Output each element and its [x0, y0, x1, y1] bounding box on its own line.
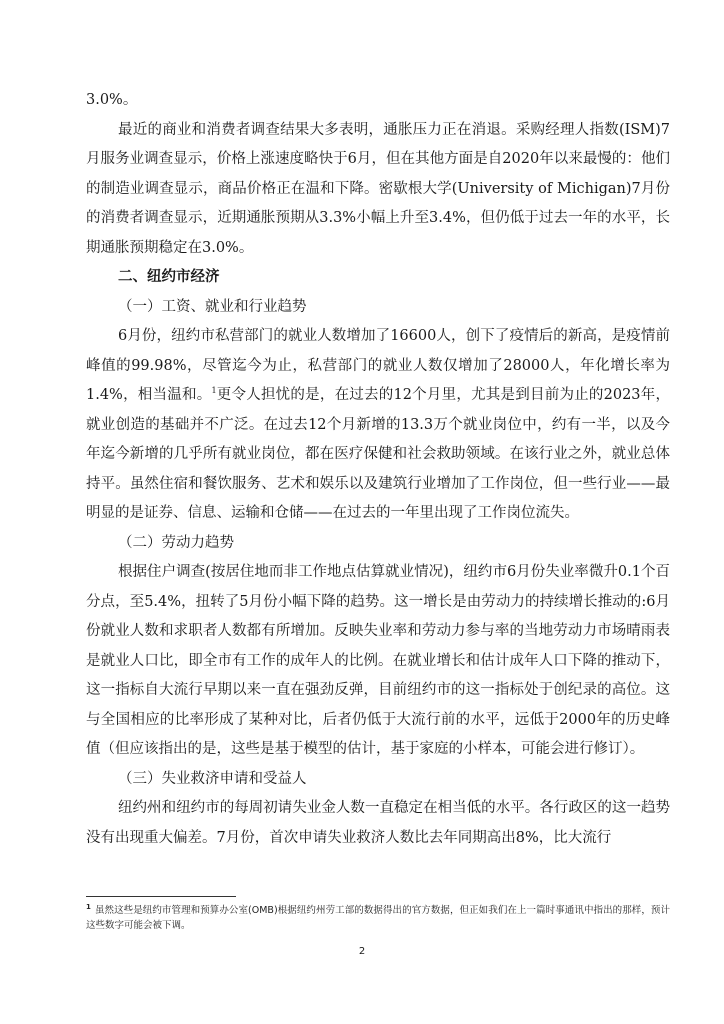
paragraph-private-employment-part2: 更令人担忧的是，在过去的12个月里，尤其是到目前为止的2023年，就业创造的基础并不广泛。在过去12个月新增的13.3万个就业岗位中，约有一半，以及今年迄今新增的几乎所有就业岗位，都在医疗保健和社会救助领域。在该行业之外，就业总体持平。虽然住宿和餐饮服务、艺术和娱乐以及建筑行业增加了工作岗位，但一些行业——最明显的是证券、信息、运输和仓储——在过去的一年里出现了工作岗位流失。 — [86, 387, 670, 521]
footnote — [86, 903, 670, 933]
footnote-text: 虽然这些是纽约市管理和预算办公室(OMB)根据纽约州劳工部的数据得出的官方数据，但正如我们在上一篇时事通讯中指出的那样，预计这些数字可能会被下调。 — [86, 905, 670, 931]
subheading-unemployment-claims: （三）失业救济申请和受益人 — [118, 770, 307, 787]
footnote-divider — [86, 896, 236, 897]
paragraph-private-employment — [86, 322, 670, 529]
paragraph-initial-claims: 纽约州和纽约市的每周初请失业金人数一直稳定在相当低的水平。各行政区的这一趋势没有出现重大偏差。7月份，首次申请失业救济人数比去年同期高出8%，比大流行 — [86, 800, 670, 846]
body-text — [86, 86, 670, 853]
section-heading-nyc-economy: 二、纽约市经济 — [118, 269, 220, 285]
subheading-labor-force: （二）劳动力趋势 — [118, 534, 234, 551]
subheading-wages-employment: （一）工资、就业和行业趋势 — [118, 298, 307, 315]
paragraph-household-survey: 根据住户调查(按居住地而非工作地点估算就业情况)，纽约市6月份失业率微升0.1个百分点，至5.4%，扭转了5月份小幅下降的趋势。这一增长是由劳动力的持续增长推动的:6月份就业人数和求职者人数都有所增加。反映失业率和劳动力参与率的当地劳动力市场晴雨表是就业人口比，即全市有工作的成年人的比例。在就业增长和估计成年人口下降的推动下，这一指标自大流行早期以来一直在强劲反弹，目前纽约市的这一指标处于创纪录的高位。这与全国相应的比率形成了某种对比，后者仍低于大流行前的水平，远低于2000年的历史峰值（但应该指出的是，这些是基于模型的估计，基于家庭的小样本，可能会进行修订）。 — [86, 564, 670, 757]
paragraph-continuation: 3.0%。 — [86, 92, 138, 108]
paragraph-private-employment-part1: 6月份，纽约市私营部门的就业人数增加了16600人，创下了疫情后的新高，是疫情前峰值的99.98%，尽管迄今为止，私营部门的就业人数仅增加了28000人，年化增长率为1.4%，相当温和。 — [86, 328, 670, 403]
footnote-reference[interactable]: 1 — [211, 386, 217, 396]
footnote-marker: 1 — [86, 902, 91, 911]
page-number: 2 — [358, 946, 366, 957]
paragraph-inflation-surveys: 最近的商业和消费者调查结果大多表明，通胀压力正在消退。采购经理人指数(ISM)7月服务业调查显示，价格上涨速度略快于6月，但在其他方面是自2020年以来最慢的：他们的制造业调查显示，商品价格正在温和下降。密歇根大学(University of Michigan)7月份的消费者调查显示，近期通胀预期从3.3%小幅上升至3.4%，但仍低于过去一年的水平，长期通胀预期稳定在3.0%。 — [86, 121, 670, 256]
